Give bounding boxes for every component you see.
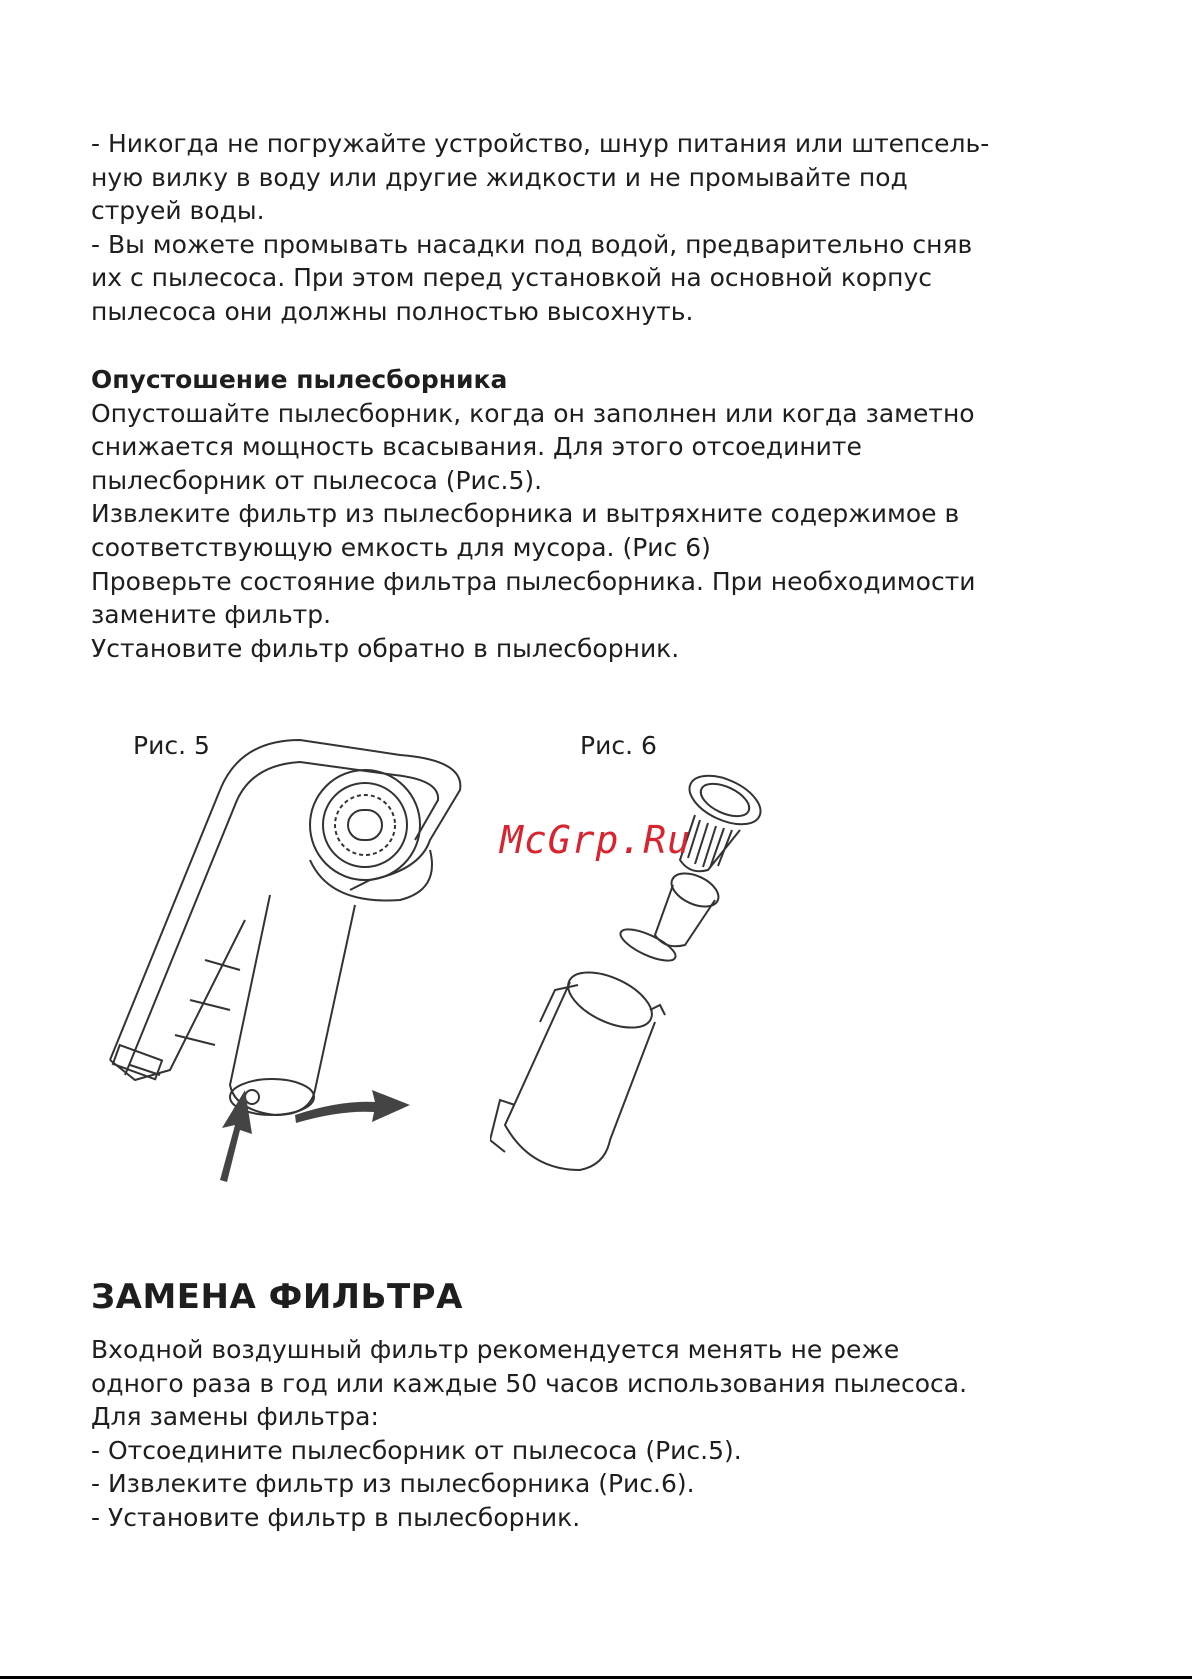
- text-line: - Отсоедините пылесборник от пылесоса (Рис.5).: [91, 1435, 742, 1465]
- emptying-section: [91, 363, 1111, 665]
- text-line: Опустошайте пылесборник, когда он заполнен или когда заметно: [91, 398, 975, 428]
- text-line: - Извлеките фильтр из пылесборника (Рис.6).: [91, 1469, 695, 1499]
- text-line: Для замены фильтра:: [91, 1402, 379, 1432]
- figure-5-caption: Рис. 5: [133, 731, 210, 760]
- intro-paragraph: [91, 127, 1111, 329]
- text-line: Установите фильтр обратно в пылесборник.: [91, 633, 680, 663]
- filter-replacement-section: [91, 1333, 1111, 1535]
- text-line: - Вы можете промывать насадки под водой, предварительно сняв: [91, 229, 973, 259]
- section-heading: Опустошение пылесборника: [91, 365, 508, 394]
- text-line: их с пылесоса. При этом перед установкой на основной корпус: [91, 263, 932, 293]
- text-line: пылесборник от пылесоса (Рис.5).: [91, 465, 543, 495]
- text-line: Проверьте состояние фильтра пылесборника. При необходимости: [91, 566, 976, 596]
- page-section-title: ЗАМЕНА ФИЛЬТРА: [91, 1277, 463, 1317]
- figure-6-caption: Рис. 6: [580, 731, 657, 760]
- text-line: соответствующую емкость для мусора. (Рис 6): [91, 532, 711, 562]
- text-line: струей воды.: [91, 196, 265, 226]
- text-line: замените фильтр.: [91, 600, 332, 630]
- text-line: снижается мощность всасывания. Для этого отсоедините: [91, 432, 862, 462]
- text-line: Извлеките фильтр из пылесборника и вытряхните содержимое в: [91, 499, 960, 529]
- text-line: пылесоса они должны полностью высохнуть.: [91, 296, 694, 326]
- text-line: - Установите фильтр в пылесборник.: [91, 1502, 581, 1532]
- figure-5-vacuum-illustration: [100, 730, 480, 1190]
- filter-replacement-heading-block: [91, 1277, 1111, 1317]
- text-line: одного раза в год или каждые 50 часов использования пылесоса.: [91, 1368, 968, 1398]
- text-line: - Никогда не погружайте устройство, шнур питания или штепсель-: [91, 129, 990, 158]
- watermark-logo: McGrp.Ru: [500, 818, 692, 862]
- text-line: Входной воздушный фильтр рекомендуется менять не реже: [91, 1335, 900, 1364]
- text-line: ную вилку в воду или другие жидкости и не промывайте под: [91, 162, 908, 192]
